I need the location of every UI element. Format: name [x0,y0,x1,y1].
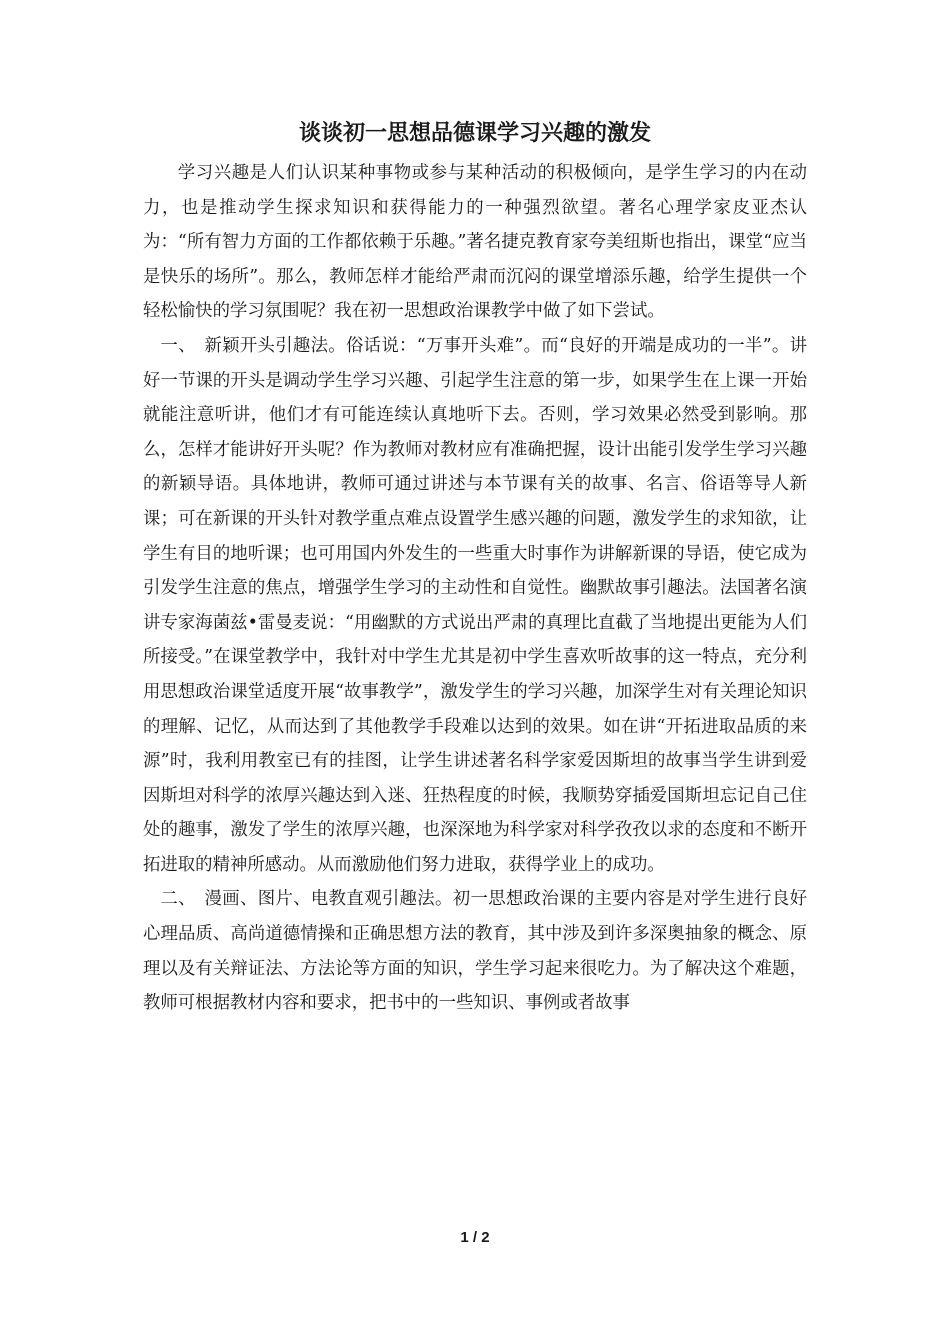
paragraph-section-2 [143,882,807,1020]
section-number: 一、 [160,335,196,356]
document-body [143,156,807,1021]
paragraph-text: 学习兴趣是人们认识某种事物或参与某种活动的积极倾向，是学生学习的内在动力，也是推动学生探求知识和获得能力的一种强烈欲望。著名心理学家皮亚杰认为：“所有智力方面的工作都依赖于乐趣。”著名捷克教育家夸美纽斯也指出，课堂“应当是快乐的场所”。那么，教师怎样才能给严肃而沉闷的课堂增添乐趣，给学生提供一个轻松愉快的学习氛围呢？我在初一思想政治课教学中做了如下尝试。 [143,163,807,322]
section-number: 二、 [160,889,196,910]
document-title: 谈谈初一思想品德课学习兴趣的激发 [298,120,651,146]
paragraph-text: 漫画、图片、电教直观引趣法。初一思想政治课的主要内容是对学生进行良好心理品质、高尚道德情操和正确思想方法的教育，其中涉及到许多深奥抽象的概念、原理以及有关辩证法、方法论等方面的知识，学生学习起来很吃力。为了解决这个难题，教师可根据教材内容和要求，把书中的一些知识、事例或者故事 [143,889,807,1014]
paragraph-intro [143,156,807,329]
paragraph-section-1 [143,329,807,883]
paragraph-text: 新颖开头引趣法。俗话说：“万事开头难”。而“良好的开端是成功的一半”。讲好一节课的开头是调动学生学习兴趣、引起学生注意的第一步，如果学生在上课一开始就能注意听讲，他们才有可能连续认真地听下去。否则，学习效果必然受到影响。那么，怎样才能讲好开头呢？作为教师对教材应有准确把握，设计出能引发学生学习兴趣的新颖导语。具体地讲，教师可通过讲述与本节课有关的故事、名言、俗语等导人新课；可在新课的开头针对教学重点难点设置学生感兴趣的问题，激发学生的求知欲，让学生有目的地听课；也可用国内外发生的一些重大时事作为讲解新课的导语，使它成为引发学生注意的焦点，增强学生学习的主动性和自觉性。幽默故事引趣法。法国著名演讲专家海菌兹•雷曼麦说：“用幽默的方式说出严肃的真理比直截了当地提出更能为人们所接受。”在课堂教学中，我针对中学生尤其是初中学生喜欢听故事的这一特点，充分利用思想政治课堂适度开展“故事教学”，激发学生的学习兴趣，加深学生对有关理论知识的理解、记忆，从而达到了其他教学手段难以达到的效果。如在讲“开拓进取品质的来源”时，我利用教室已有的挂图，让学生讲述著名科学家爱因斯坦的故事当学生讲到爱因斯坦对科学的浓厚兴趣达到入迷、狂热程度的时候，我顺势穿插爱国斯坦忘记自己住处的趣事，激发了学生的浓厚兴趣，也深深地为科学家对科学孜孜以求的态度和不断开拓进取的精神所感动。从而激励他们努力进取，获得学业上的成功。 [143,335,807,875]
page-number: 1 / 2 [460,1229,490,1246]
